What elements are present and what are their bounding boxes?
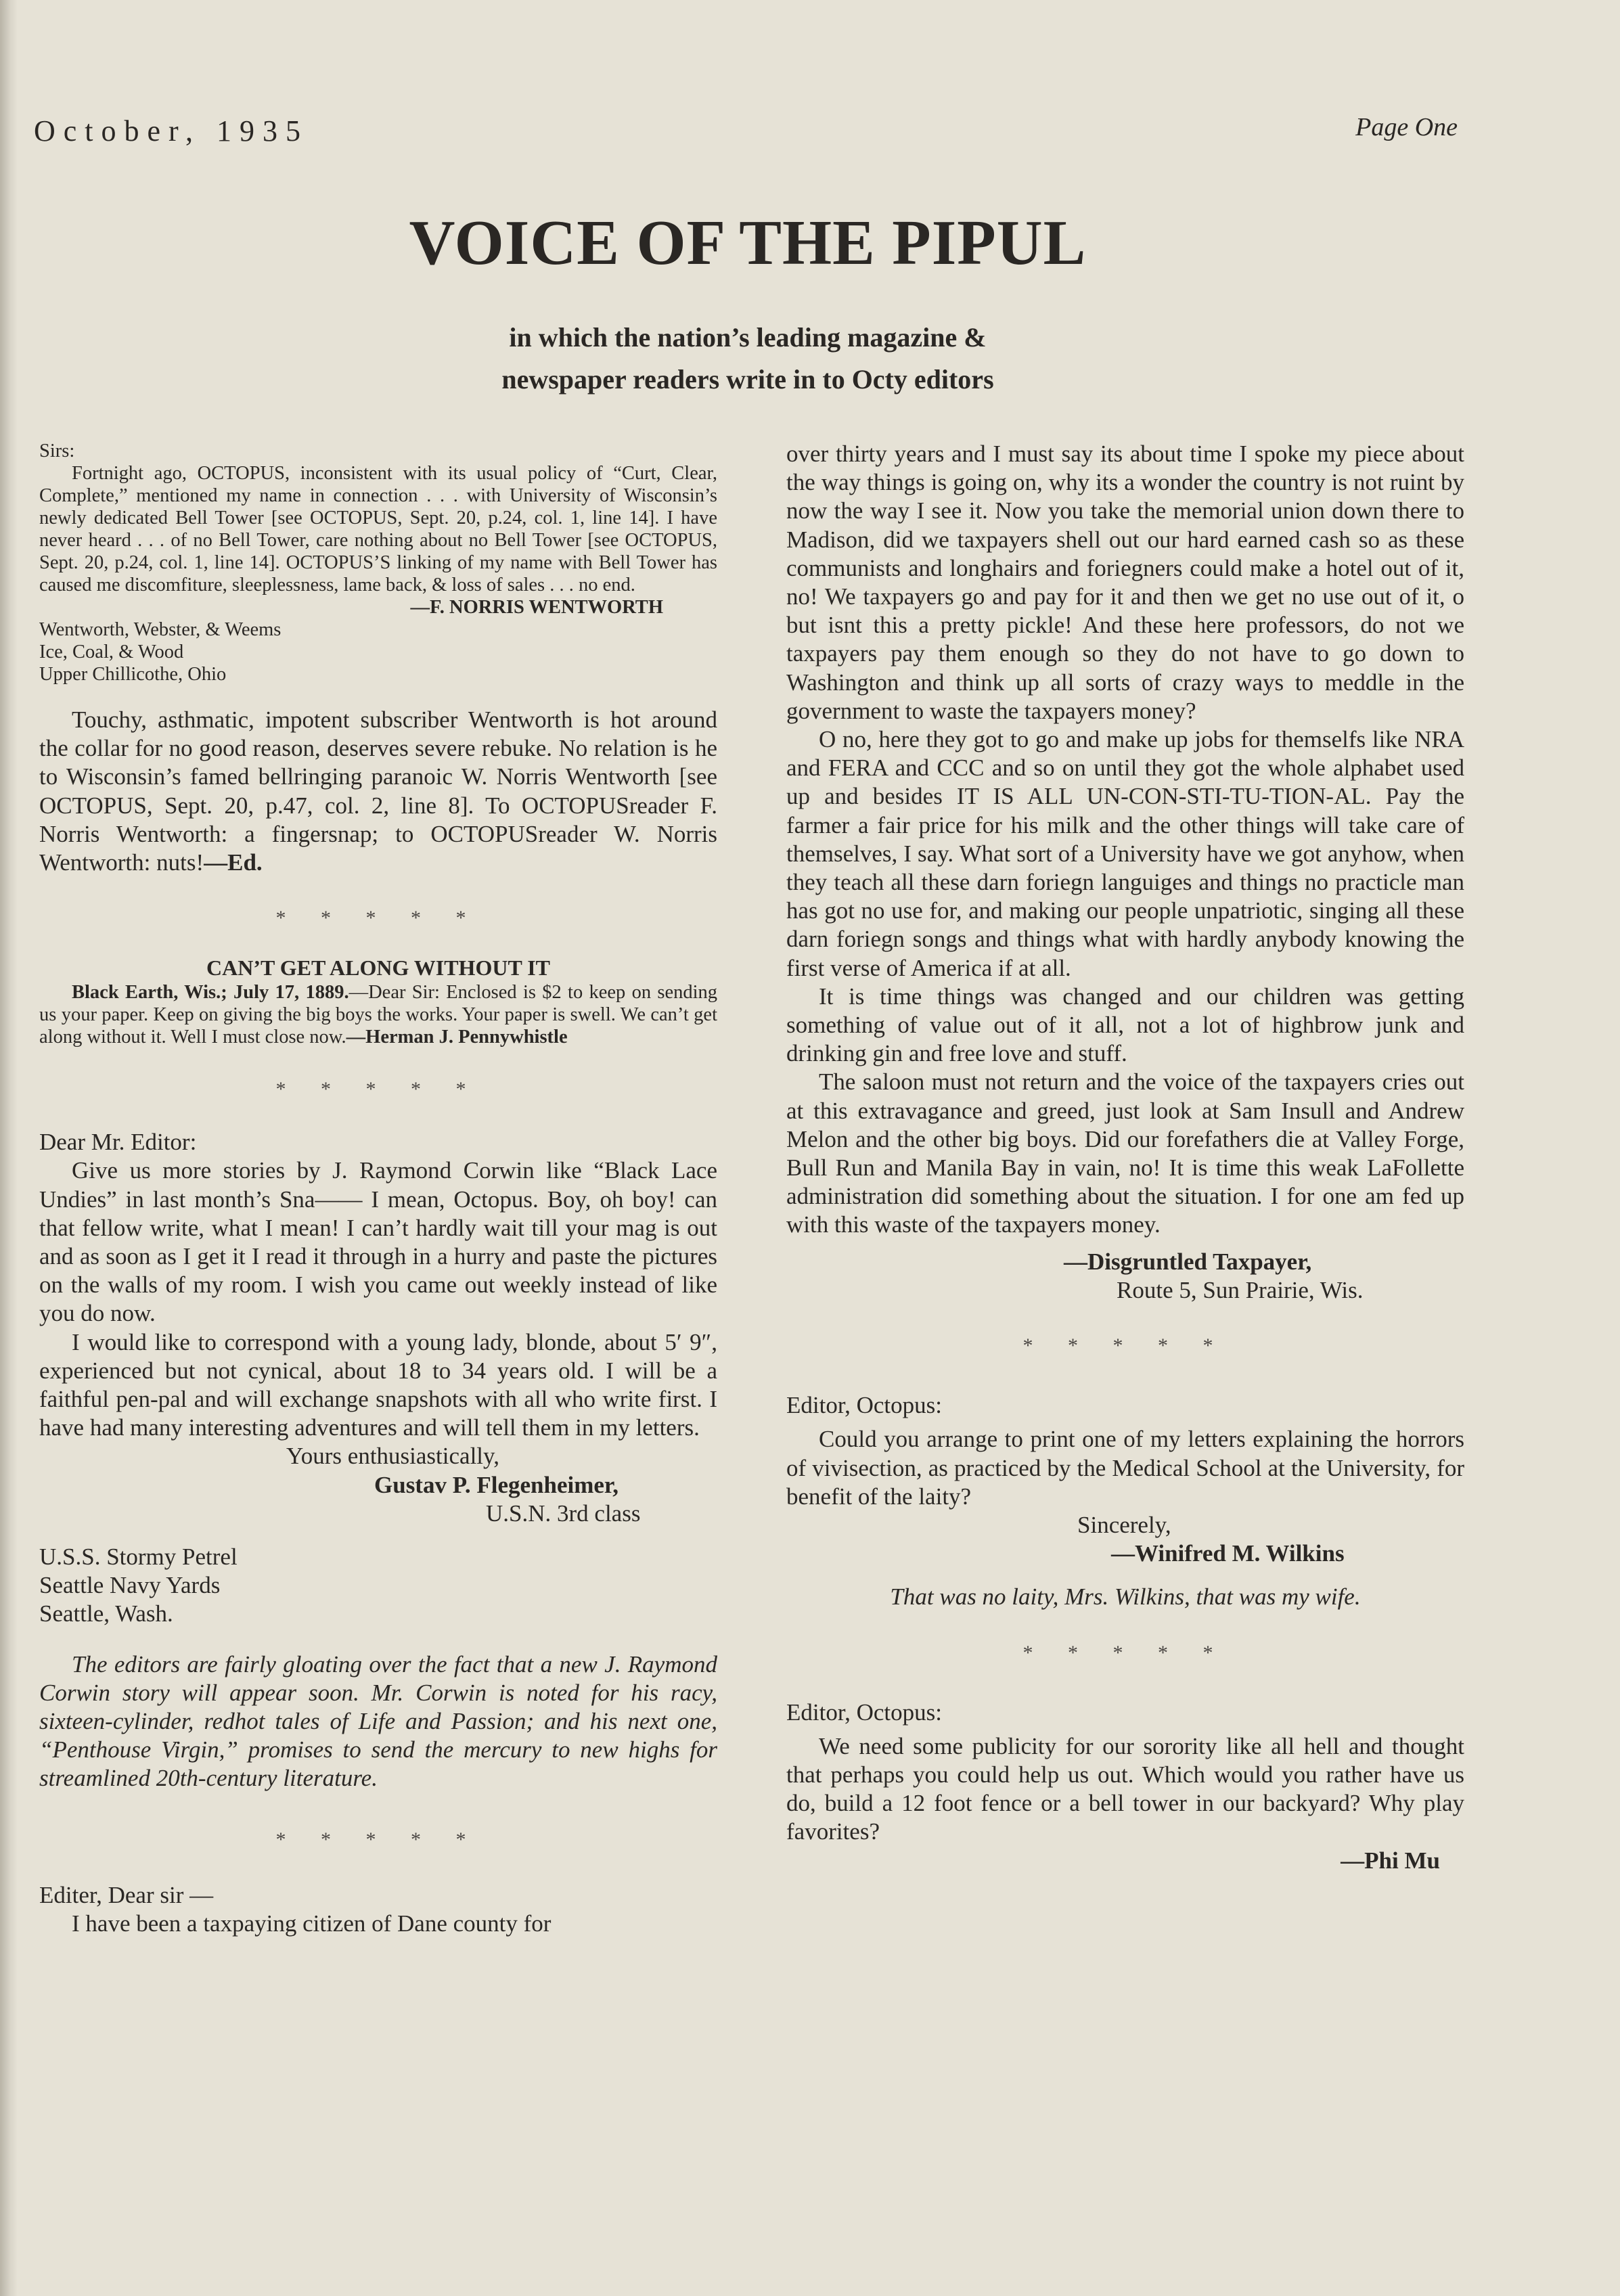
letter-paragraph: The saloon must not return and the voice of the taxpayers cries out at this extravagance and greed, just look at Sam Insull and Andrew Melon and the other big boys. Did our forefathers die at Valley Forge, Bull Run and Manila Bay in vain, no! It is time this weak LaFollette administration did something about the situation. I for one am fed up with this waste of the taxpayers money.: [786, 1068, 1464, 1238]
editor-reply-text: Touchy, asthmatic, impotent subscriber Wentworth is hot around the collar for no good reason, deserves severe rebuke. No relation is he to Wisconsin’s famed bellringing paranoic W. Norris Wentworth [see OCTOPUS, Sept. 20, p.47, col. 2, line 8]. To OCTOPUSreader F. Norris Wentworth: a fingersnap; to OCTOPUSreader W. Norris Wentworth: nuts!: [39, 706, 717, 876]
letter-paragraph: Give us more stories by J. Raymond Corwin like “Black Lace Undies” in last month’s Sna—— I mean, Octopus. Boy, oh boy! can that fellow write, what I mean! I can’t hardly wait till your mag is out and as soon as I get it I read it through in a hurry and paste the pictures on the walls of my room. I wish you came out weekly instead of like you do now.: [39, 1157, 717, 1327]
subtitle-line-1: in which the nation’s leading magazine &: [509, 322, 987, 353]
section-separator: * * * * *: [1022, 1641, 1228, 1664]
issue-date: October, 1935: [34, 114, 309, 148]
letter-salutation: Editor, Octopus:: [786, 1392, 942, 1419]
letter-salutation: Editer, Dear sir —: [39, 1881, 214, 1908]
letter-paragraph: It is time things was changed and our children was getting something of value out of it all, not a lot of highbrow junk and drinking gin and free love and stuff.: [786, 983, 1464, 1067]
section-separator: * * * * *: [275, 1078, 481, 1101]
letter-signature: Gustav P. Flegenheimer,: [374, 1471, 619, 1498]
letter-flegenheimer: [39, 1128, 717, 1793]
letter-signature: —F. NORRIS WENTWORTH: [410, 597, 663, 618]
address-line: Wentworth, Webster, & Weems: [39, 619, 282, 640]
letter-pennywhistle: [39, 954, 717, 1048]
letter-dateline: Black Earth, Wis.; July 17, 1889.: [72, 982, 349, 1004]
section-separator: * * * * *: [275, 1828, 481, 1851]
letter-signature: —Phi Mu: [1341, 1847, 1440, 1874]
letter-paragraph: I would like to correspond with a young lady, blonde, about 5′ 9″, experienced but not cynical, about 18 to 34 years old. I will be a faithful pen-pal and will exchange snapshots with all who write first. I have had many interesting adventures and will tell them in my letters.: [39, 1328, 717, 1441]
letter-wentworth: [39, 440, 717, 877]
letter-text: —Dear Sir: Enclosed is $2 to keep on sending us your paper. Keep on giving the big boys the works. Your paper is swell. We can’t get along without it. Well I must close now.: [39, 982, 718, 1048]
address-line: Seattle Navy Yards: [39, 1572, 221, 1599]
section-separator: * * * * *: [1022, 1334, 1228, 1357]
editor-note: The editors are fairly gloating over the fact that a new J. Raymond Corwin story will appear soon. Mr. Corwin is noted for his racy, sixteen-cylinder, redhot tales of Life and Passion; and his next one, “Penthouse Virgin,” promises to send the mercury to new highs for streamlined 20th-century literature.: [39, 1650, 717, 1792]
letter-signature: —Herman J. Pennywhistle: [346, 1027, 568, 1048]
letter-body: [39, 981, 717, 1048]
page-number: Page One: [1355, 113, 1458, 141]
page-subtitle: [0, 317, 1495, 401]
letter-body: Fortnight ago, OCTOPUS, inconsistent with its usual policy of “Curt, Clear, Complete,” mentioned my name in connection . . . with University of Wisconsin’s newly dedicated Bell Tower [see OCTOPUS, Sept. 20, p.24, col. 1, line 14]. I have never heard . . . of no Bell Tower, care nothing about no Bell Tower [see OCTOPUS, Sept. 20, p.24, col. 1, line 14]. OCTOPUS’S linking of my name with Bell Tower has caused me discomfiture, sleeplessness, lame back, & loss of sales . . . no end.: [39, 463, 717, 595]
address-line: Seattle, Wash.: [39, 1600, 173, 1627]
subtitle-line-2: newspaper readers write in to Octy editors: [501, 364, 994, 395]
letter-taxpayer-start: [39, 1881, 717, 1938]
page-title: VOICE OF THE PIPUL: [409, 208, 1087, 278]
letter-signature: —Winifred M. Wilkins: [1111, 1540, 1345, 1567]
editor-sign: —Ed.: [204, 849, 263, 876]
letter-paragraph: over thirty years and I must say its about time I spoke my piece about the way things is going on, why its a wonder the country is not ruint by now the way I see it. Now you take the memorial union down there to Madison, did we taxpayers shell out our hard earned cash so as these communists and longhairs and foriegners could make a hotel out of it, no! We taxpayers go and pay for it and then we get no use out of it, o but isnt this a pretty pickle! And these here professors, do not we taxpayers pay them enough so they do not have to go down to Washington and think up all sorts of crazy ways to meddle in the government to waste the taxpayers money?: [786, 441, 1464, 724]
letter-salutation: Sirs:: [39, 441, 75, 462]
editor-reply: That was no laity, Mrs. Wilkins, that was my wife.: [890, 1583, 1361, 1611]
section-separator: * * * * *: [275, 907, 481, 930]
letter-paragraph: I have been a taxpaying citizen of Dane county for: [72, 1910, 552, 1937]
left-column: [39, 440, 717, 1938]
editor-reply: [39, 706, 717, 877]
letter-heading: CAN’T GET ALONG WITHOUT IT: [206, 955, 550, 981]
letter-closing: Sincerely,: [1077, 1511, 1171, 1538]
address-line: Upper Chillicothe, Ohio: [39, 664, 227, 685]
letter-wilkins: [786, 1391, 1464, 1611]
letter-closing: Yours enthusiastically,: [286, 1443, 499, 1470]
right-column: [786, 440, 1464, 1875]
letter-taxpayer-continued: [786, 440, 1464, 1305]
letter-rank: U.S.N. 3rd class: [486, 1500, 641, 1527]
letter-body: Could you arrange to print one of my letters explaining the horrors of vivisection, as practiced by the Medical School at the University, for benefit of the laity?: [786, 1426, 1464, 1510]
address-line: U.S.S. Stormy Petrel: [39, 1544, 238, 1571]
letter-paragraph: O no, here they got to go and make up jobs for themselfs like NRA and FERA and CCC and so on until they got the whole alphabet used up and besides IT IS ALL UN-CON-STI-TU-TION-AL. Pay the farmer a fair price for his milk and the other things will take care of themselves, I say. What sort of a University have we got anyhow, when they teach all these darn foriegn languiges and things no practicle man has got no use for, and making our people unpatriotic, singing all these darn foriegn songs and things what with hardly anybody knowing the first verse of America if at all.: [786, 726, 1464, 981]
letter-salutation: Dear Mr. Editor:: [39, 1129, 197, 1156]
letter-address: Route 5, Sun Prairie, Wis.: [1117, 1276, 1364, 1303]
address-line: Ice, Coal, & Wood: [39, 641, 184, 662]
letter-body: We need some publicity for our sorority like all hell and thought that perhaps you could help us out. Which would you rather have us do, build a 12 foot fence or a bell tower in our backyard? Why play favorites?: [786, 1732, 1464, 1845]
letter-salutation: Editor, Octopus:: [786, 1698, 942, 1726]
letter-phi-mu: [786, 1698, 1464, 1875]
letter-signature: —Disgruntled Taxpayer,: [1064, 1248, 1312, 1275]
